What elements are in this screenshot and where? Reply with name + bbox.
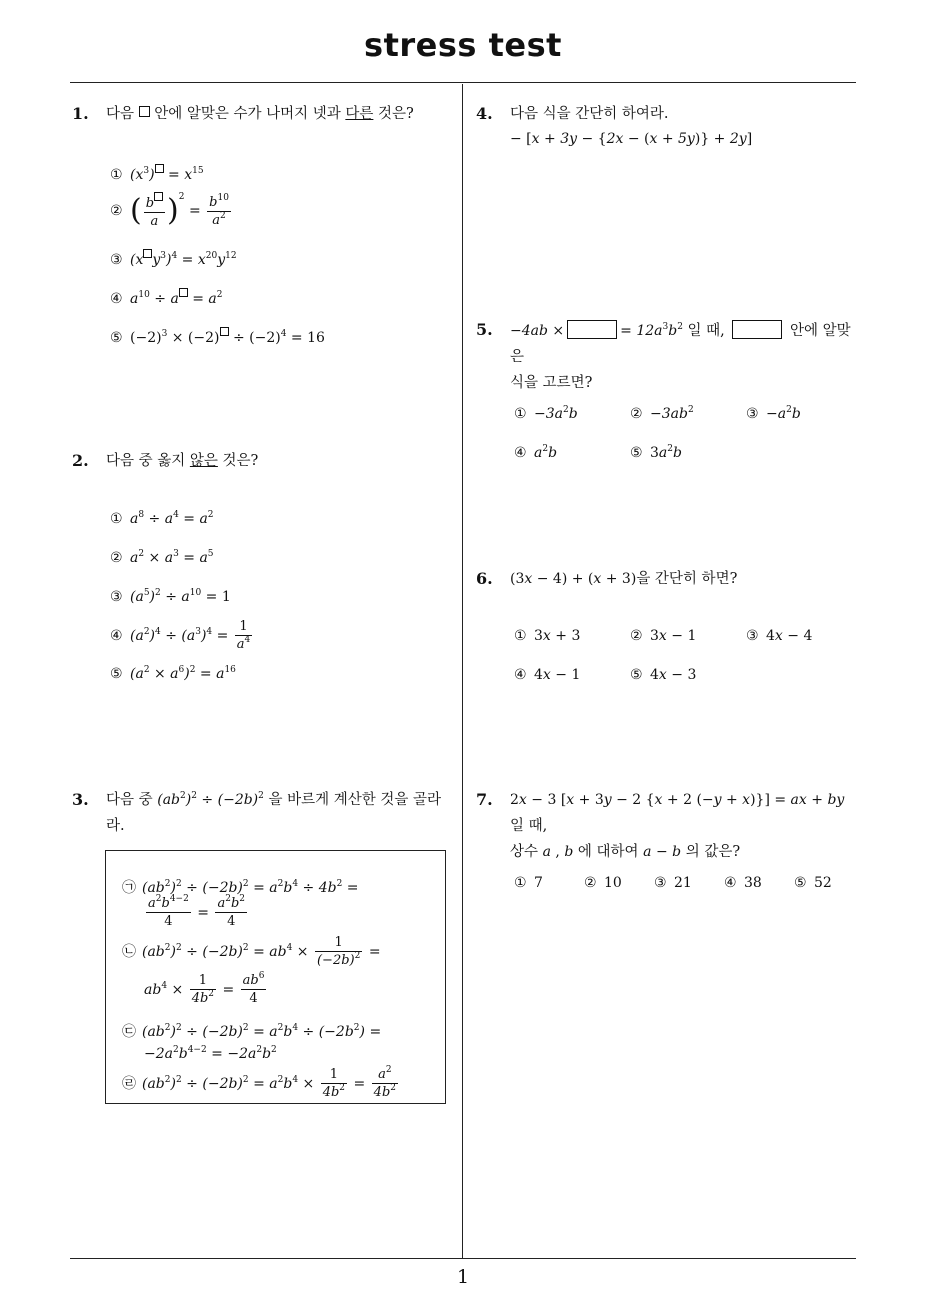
option[interactable]: ③ $(a^5)^2 \div a^{10} = 1$ [110, 588, 231, 605]
option[interactable]: ② $-3ab^2$ [630, 405, 694, 422]
question-text: −4ab × = $12a^3b^2$ 일 때, 안에 알맞은 식을 고르면? [510, 322, 851, 391]
question-number: 6. [476, 569, 493, 588]
option[interactable]: ③ (x $y^3)^4 = x^{20}y^{12}$ [110, 251, 237, 268]
option[interactable]: ① $-3a^2b$ [514, 405, 578, 422]
question-text: (3x − 4) + (x + 3)을 간단히 하면? [510, 571, 738, 587]
expression: − [x + 3y − {2x − (x + 5y)} + 2y] [510, 131, 753, 147]
option[interactable]: ① 7 [514, 875, 543, 891]
option[interactable]: ④ $(a^2)^4 \div (a^3)^4$ = $\frac{1}{a^4}$ [110, 619, 251, 652]
option[interactable]: ⑤ $3a^2b$ [630, 444, 682, 461]
question-number: 7. [476, 790, 493, 809]
option[interactable]: ① $a^8 \div a^4 = a^2$ [110, 510, 214, 527]
option[interactable]: ② $a^2 \times a^3 = a^5$ [110, 549, 214, 566]
question-text: 다음 중 $(ab^2)^2 \div (-2b)^2$ 을 바르게 계산한 것을 골라 라. [106, 791, 442, 834]
question-text: 2x − 3 [x + 3y − 2 {x + 2 (−y + x)}] = ax + by 일 때, 상수 a , b 에 대하여 a − b 의 값은? [510, 792, 845, 860]
blank-box [732, 320, 782, 339]
option[interactable]: ⑤ 4x − 3 [630, 667, 697, 683]
option[interactable]: ③ 21 [654, 875, 692, 891]
option[interactable]: ① $(x^3) = x^{15}$ [110, 166, 204, 183]
option[interactable]: ③ $-a^2b$ [746, 405, 801, 422]
option[interactable]: ⑤ $(-2)^3 \times (-2) \div (-2)^4 = 16$ [110, 329, 325, 346]
choice-item-cont: $\frac{a^2b^{4-2}}{4}$ = $\frac{a^2b^2}{4}$ [148, 894, 246, 929]
option[interactable]: ② ( $\frac{b}{a}$ )$^2$ = $\frac{b^{10}}{a^2}$ [110, 192, 229, 229]
option[interactable]: ③ 4x − 4 [746, 628, 813, 644]
choice-item: ㉠ $(ab^2)^2 \div (-2b)^2 = a^2b^4 \div 4b^2$ = [122, 879, 359, 896]
choice-item: ㉣ $(ab^2)^2 \div (-2b)^2 = a^2b^4$ × $\frac{1}{4b^2}$ = $\frac{a^2}{4b^2}$ [122, 1065, 396, 1100]
blank-box-icon [139, 106, 150, 117]
option[interactable]: ② 10 [584, 875, 622, 891]
blank-box [567, 320, 617, 339]
option[interactable]: ④ 38 [724, 875, 762, 891]
option[interactable]: ④ $a^{10} \div a = a^2$ [110, 290, 223, 307]
page-title: stress test [364, 26, 562, 64]
question-number: 3. [72, 790, 89, 809]
question-text: 다음 안에 알맞은 수가 나머지 넷과 다른 것은? [106, 106, 414, 122]
question-number: 5. [476, 320, 493, 339]
option[interactable]: ② 3x − 1 [630, 628, 697, 644]
question-number: 2. [72, 451, 89, 470]
header-rule [70, 82, 856, 83]
option[interactable]: ④ 4x − 1 [514, 667, 581, 683]
option[interactable]: ① 3x + 3 [514, 628, 581, 644]
option[interactable]: ④ $a^2b$ [514, 444, 558, 461]
option[interactable]: ⑤ $(a^2 \times a^6)^2 = a^{16}$ [110, 665, 236, 682]
column-divider [462, 84, 463, 1258]
choice-item: ㉡ $(ab^2)^2 \div (-2b)^2 = ab^4$ × $\frac{1}{(-2b)^2}$ = [122, 935, 381, 968]
question-number: 4. [476, 104, 493, 123]
question-text: 다음 중 옳지 않은 것은? [106, 453, 259, 469]
choice-item: ㉢ $(ab^2)^2 \div (-2b)^2 = a^2b^4 \div (-2b^2)$ = [122, 1023, 382, 1040]
question-number: 1. [72, 104, 89, 123]
question-text: 다음 식을 간단히 하여라. [510, 106, 669, 122]
option[interactable]: ⑤ 52 [794, 875, 832, 891]
footer-rule [70, 1258, 856, 1259]
choice-item-cont: $-2a^2b^{4-2} = -2a^2b^2$ [144, 1045, 277, 1062]
choice-item-cont: $ab^4$ × $\frac{1}{4b^2}$ = $\frac{ab^6}{4}$ [144, 971, 265, 1006]
page-number: 1 [456, 1266, 470, 1288]
